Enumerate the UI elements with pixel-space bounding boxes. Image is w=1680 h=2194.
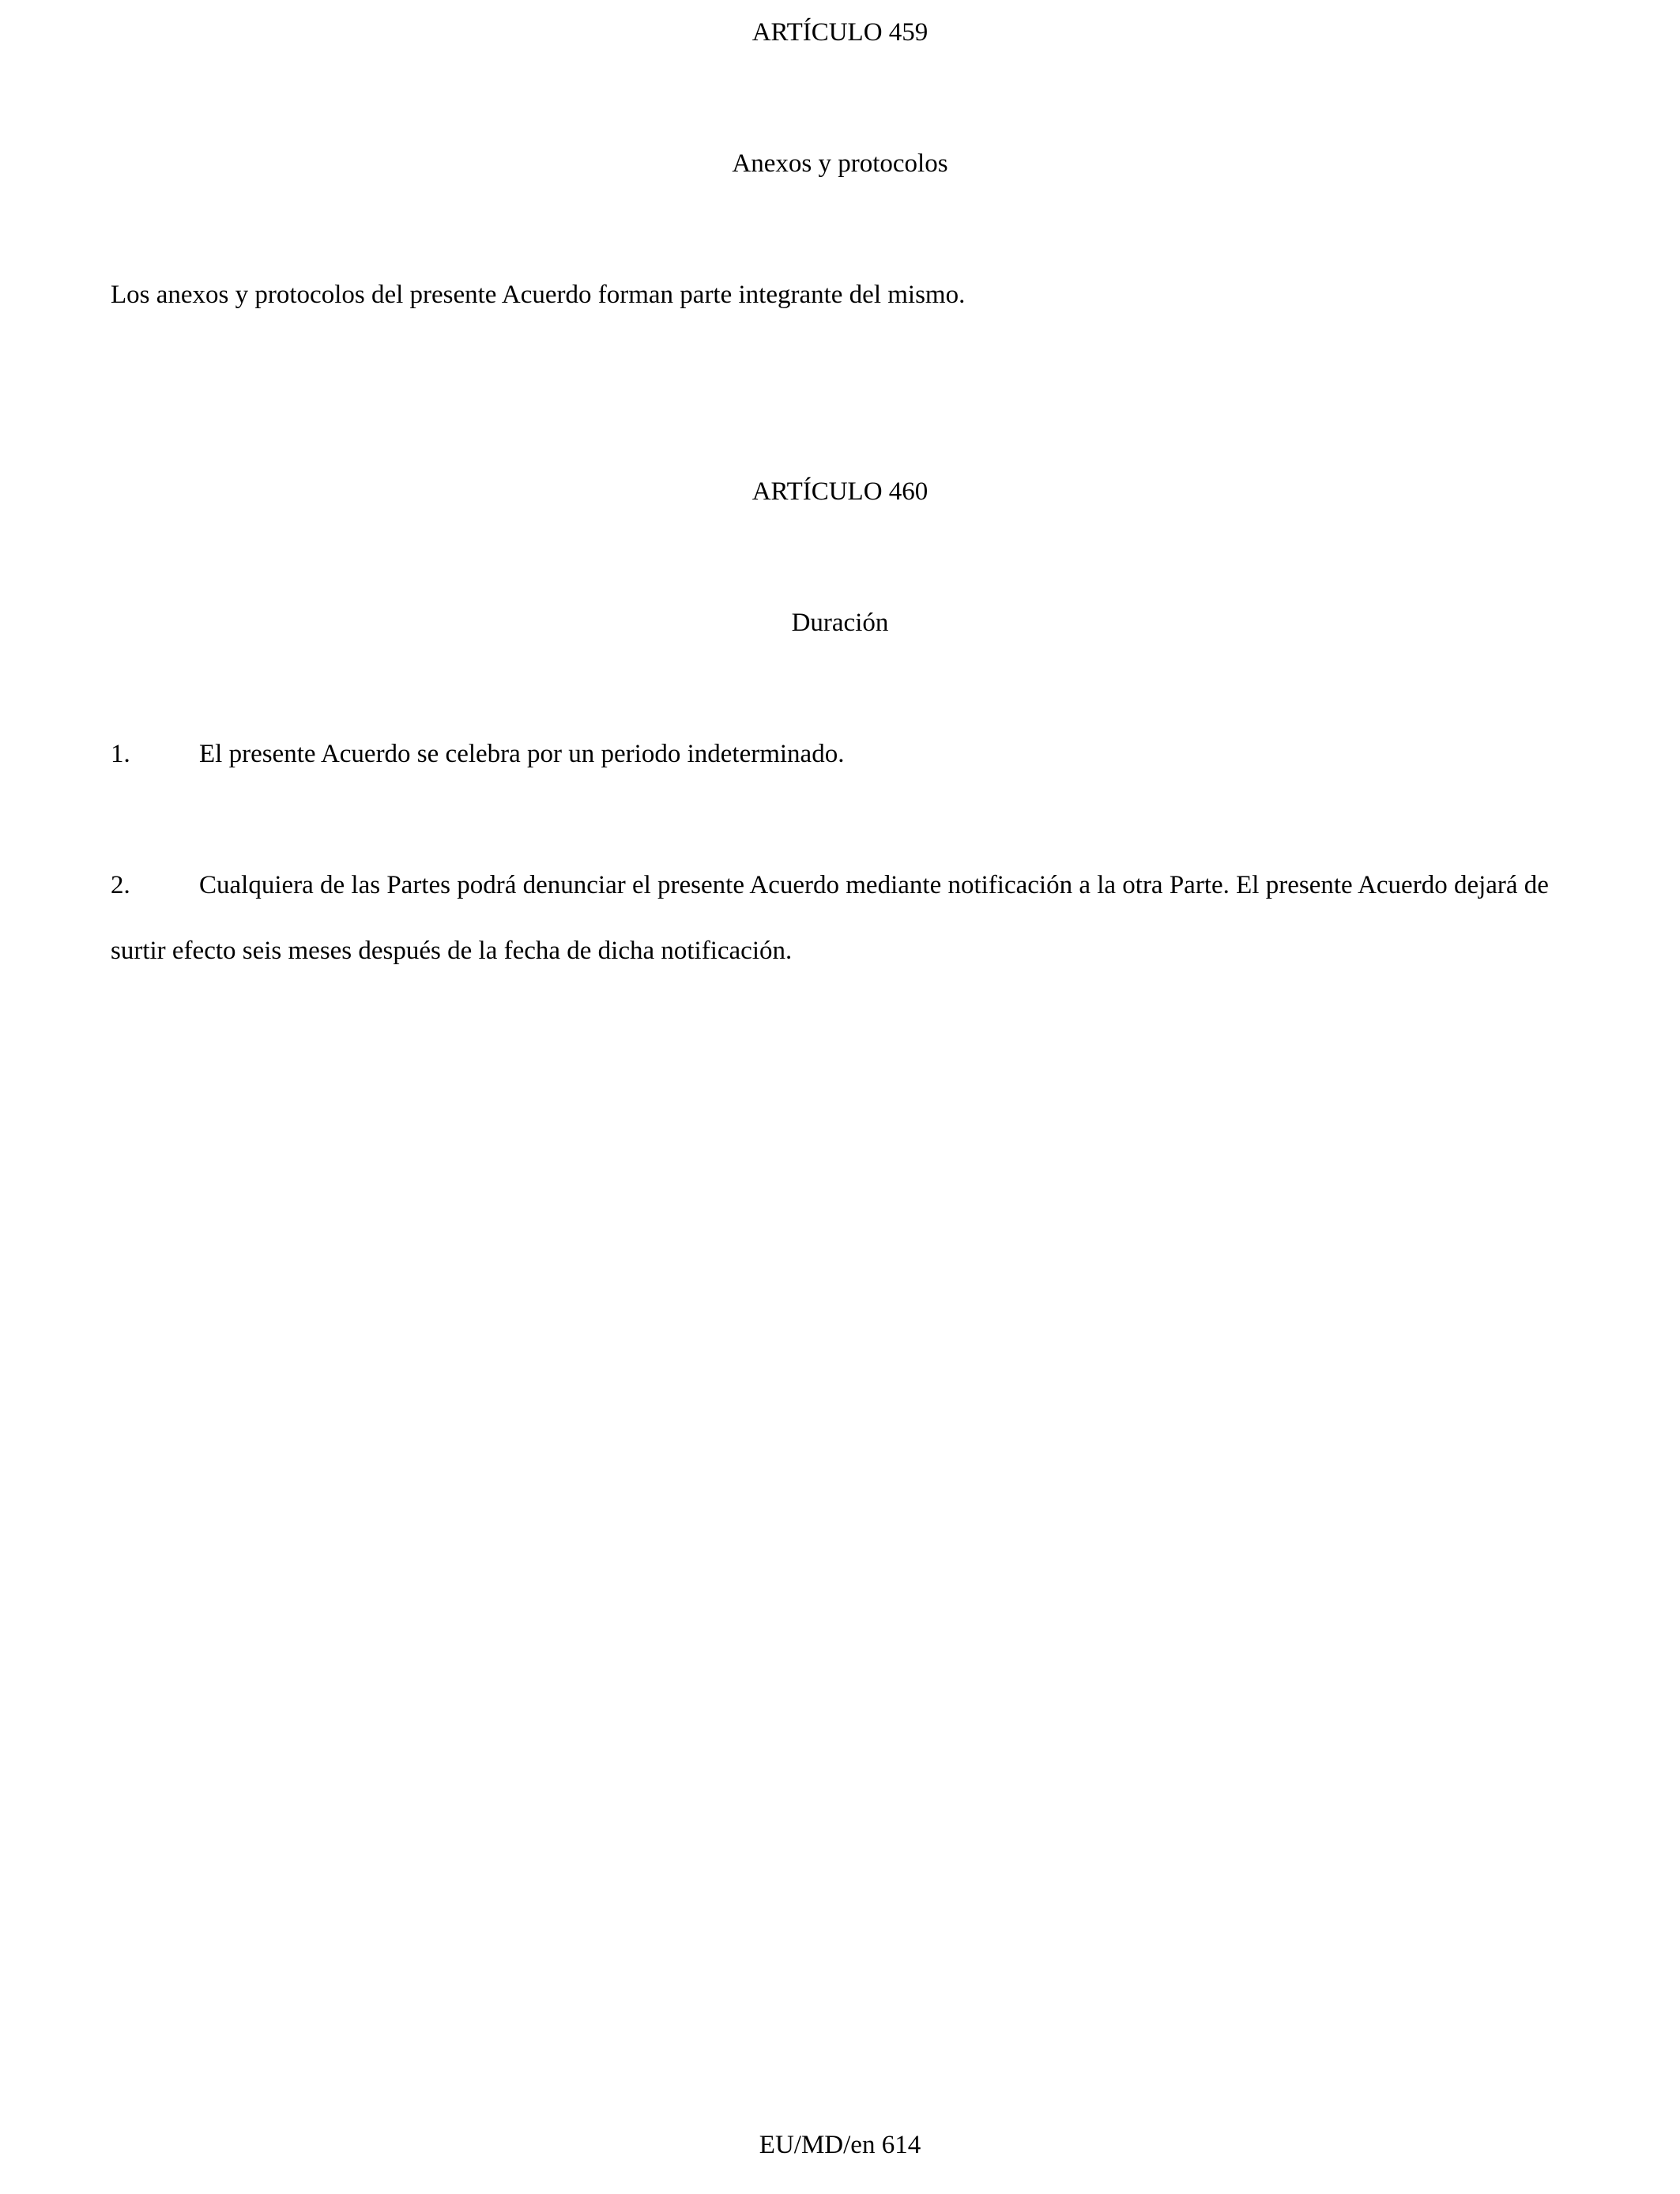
item-1-number: 1.	[111, 740, 130, 768]
article-459-heading: ARTÍCULO 459	[751, 18, 929, 47]
page-footer: EU/MD/en 614	[759, 2131, 921, 2159]
article-459-subheading: Anexos y protocolos	[732, 149, 948, 178]
article-460-item-2	[111, 853, 1569, 984]
article-460-item-1	[111, 722, 1569, 787]
item-2-number: 2.	[111, 871, 130, 899]
article-460-subheading: Duración	[791, 609, 889, 637]
article-459-paragraph: Los anexos y protocolos del presente Acuerdo forman parte integrante del mismo.	[111, 281, 966, 309]
item-2-text: Cualquiera de las Partes podrá denunciar el presente Acuerdo mediante notificación a la otra Parte. El presente Acuerdo dejará de surtir efecto seis meses después de la fecha de dicha notificación.	[111, 871, 1549, 965]
article-460-heading: ARTÍCULO 460	[751, 477, 929, 506]
item-1-text: El presente Acuerdo se celebra por un periodo indeterminado.	[199, 740, 845, 768]
